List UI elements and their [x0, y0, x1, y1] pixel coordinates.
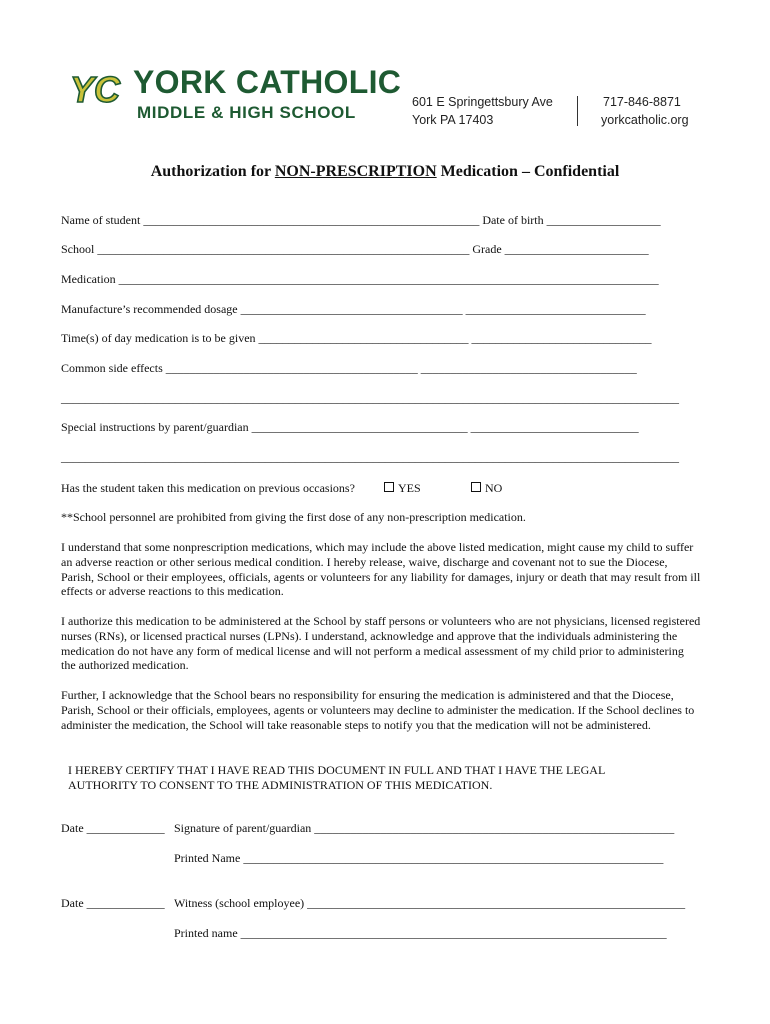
medication-field[interactable]: Medication __________________________________________________________________________________________ [61, 272, 659, 286]
svg-text:YC: YC [70, 69, 121, 109]
time-of-day-field[interactable]: Time(s) of day medication is to be given ___________________________________ ______________________________ [61, 331, 652, 345]
school-subtitle: MIDDLE & HIGH SCHOOL [137, 103, 356, 122]
phone-number: 717-846-8871 [603, 95, 681, 109]
yes-option[interactable]: YES [384, 481, 421, 496]
previous-use-question: Has the student taken this medication on previous occasions? [61, 481, 355, 495]
website: yorkcatholic.org [601, 113, 689, 127]
title-emphasis: NON-PRESCRIPTION [274, 163, 437, 180]
no-option[interactable]: NO [471, 481, 502, 496]
witness-printed-name-field[interactable]: Printed name _______________________________________________________________________ [174, 926, 667, 940]
side-effects-continuation-line[interactable]: _______________________________________________________________________________________________________ [61, 391, 679, 405]
school-name: YORK CATHOLIC [133, 64, 402, 100]
authorization-paragraph: I authorize this medication to be administered at the School by staff persons or volunteers who are not physicians, licensed registered nurses (RNs), or licensed practical nurses (LPNs). I understand, acknowledge and approve that the individuals administering the medication do not have any form of medical license and will not perform a medical assessment of my child prior to administering the authorized medication. [61, 614, 701, 673]
witness-signature-field[interactable]: Witness (school employee) _______________________________________________________________ [174, 896, 686, 910]
school-logo-mark [68, 69, 128, 109]
form-title: Authorization for NON-PRESCRIPTION Medication – Confidential [150, 163, 620, 180]
special-instructions-field[interactable]: Special instructions by parent/guardian ____________________________________ ____________________________ [61, 420, 639, 434]
liability-release-paragraph: I understand that some nonprescription medications, which may include the above listed medication, might cause my child to suffer an adverse reaction or other serious medical condition. I hereby release, waive, discharge and covenant not to sue the Diocese, Parish, School or their employees, officials, agents or volunteers for any liability for damages, injury or death that may result from ill effects or adverse reactions to this medication. [61, 540, 701, 599]
yes-checkbox[interactable] [384, 482, 394, 492]
address-line-1: 601 E Springettsbury Ave [412, 95, 553, 109]
no-checkbox[interactable] [471, 482, 481, 492]
parent-printed-name-field[interactable]: Printed Name ______________________________________________________________________ [174, 851, 664, 865]
date-field-witness[interactable]: Date _____________ [61, 896, 165, 910]
special-instructions-continuation-line[interactable]: _______________________________________________________________________________________________________ [61, 450, 679, 464]
header-divider [577, 96, 578, 126]
date-field-parent[interactable]: Date _____________ [61, 821, 165, 835]
school-grade-field[interactable]: School ______________________________________________________________ Grade ________________________ [61, 242, 649, 256]
side-effects-field[interactable]: Common side effects __________________________________________ ____________________________________ [61, 361, 637, 375]
dosage-field[interactable]: Manufacture’s recommended dosage _____________________________________ ______________________________ [61, 302, 646, 316]
student-name-dob-field[interactable]: Name of student ________________________________________________________ Date of birth ___________________ [61, 213, 661, 227]
parent-signature-field[interactable]: Signature of parent/guardian ____________________________________________________________ [174, 821, 675, 835]
first-dose-notice: **School personnel are prohibited from giving the first dose of any non-prescription medication. [61, 510, 526, 524]
certification-statement: I HEREBY CERTIFY THAT I HAVE READ THIS DOCUMENT IN FULL AND THAT I HAVE THE LEGAL AUTHORITY TO CONSENT TO THE ADMINISTRATION OF THIS MEDICATION. [68, 763, 605, 792]
address-line-2: York PA 17403 [412, 113, 494, 127]
acknowledgement-paragraph: Further, I acknowledge that the School bears no responsibility for ensuring the medication is administered and that the Diocese, Parish, School or their officials, employees, agents or volunteers may decline to administer the medication. If the School declines to administer the medication, the School will take reasonable steps to notify you that the medication will not be administered. [61, 688, 695, 732]
